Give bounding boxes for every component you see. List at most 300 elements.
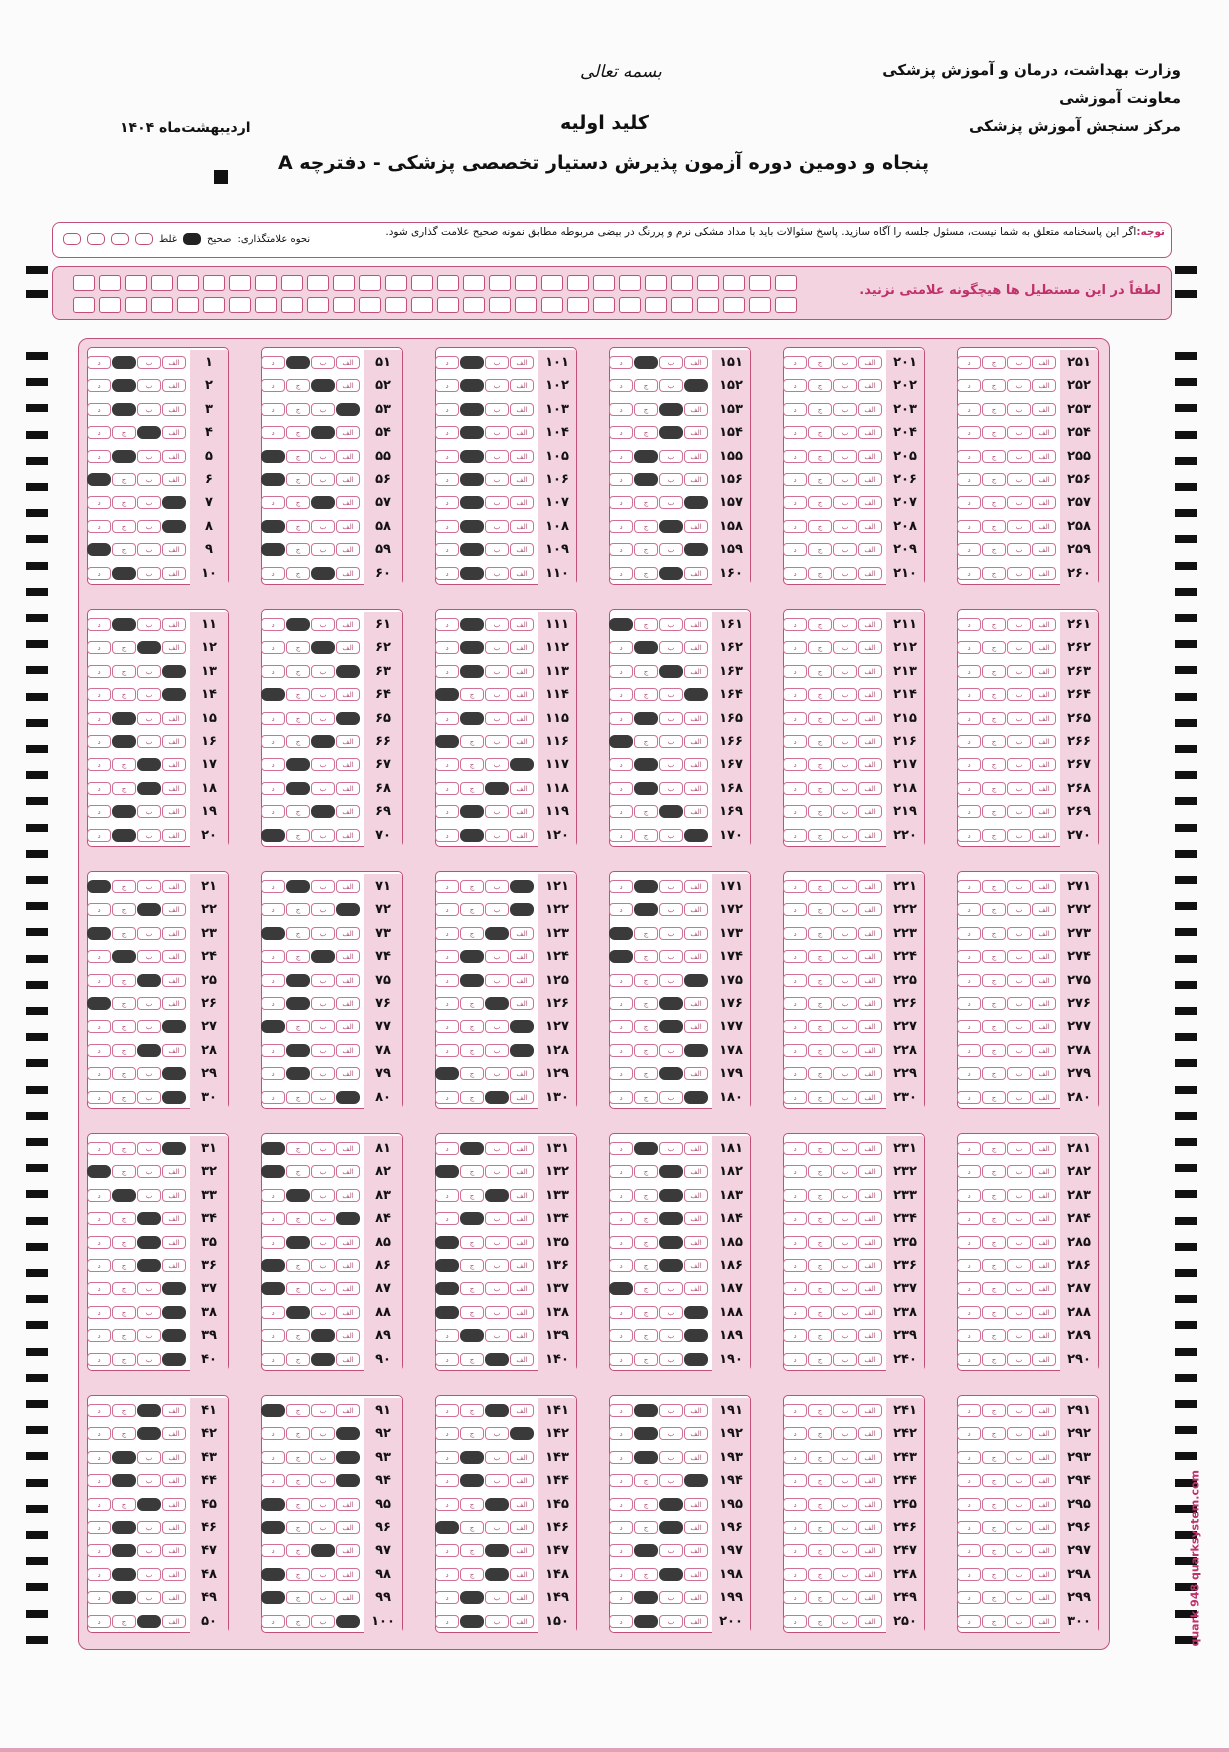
answer-bubble[interactable]: ج: [286, 829, 310, 842]
answer-bubble[interactable]: [659, 1498, 683, 1511]
answer-bubble[interactable]: ب: [1007, 1427, 1031, 1440]
answer-bubble[interactable]: ب: [659, 1427, 683, 1440]
answer-bubble[interactable]: ب: [1007, 782, 1031, 795]
answer-bubble[interactable]: الف: [1032, 1189, 1056, 1202]
answer-bubble[interactable]: د: [435, 641, 459, 654]
answer-bubble[interactable]: [659, 1020, 683, 1033]
answer-bubble[interactable]: د: [783, 1498, 807, 1511]
answer-bubble[interactable]: ج: [634, 618, 658, 631]
answer-bubble[interactable]: الف: [684, 1615, 708, 1628]
answer-bubble[interactable]: د: [609, 1067, 633, 1080]
answer-bubble[interactable]: د: [609, 805, 633, 818]
answer-bubble[interactable]: ج: [286, 641, 310, 654]
answer-bubble[interactable]: [336, 1474, 360, 1487]
answer-bubble[interactable]: الف: [336, 950, 360, 963]
answer-bubble[interactable]: [634, 473, 658, 486]
answer-bubble[interactable]: الف: [858, 450, 882, 463]
answer-bubble[interactable]: [609, 735, 633, 748]
answer-bubble[interactable]: الف: [162, 1451, 186, 1464]
answer-bubble[interactable]: ب: [659, 356, 683, 369]
answer-bubble[interactable]: ب: [1007, 356, 1031, 369]
answer-bubble[interactable]: [609, 1282, 633, 1295]
answer-bubble[interactable]: ب: [1007, 618, 1031, 631]
answer-bubble[interactable]: ج: [286, 473, 310, 486]
answer-bubble[interactable]: الف: [858, 950, 882, 963]
answer-bubble[interactable]: الف: [162, 379, 186, 392]
answer-bubble[interactable]: د: [435, 379, 459, 392]
answer-bubble[interactable]: د: [957, 1212, 981, 1225]
answer-bubble[interactable]: د: [609, 1091, 633, 1104]
answer-bubble[interactable]: ب: [833, 1259, 857, 1272]
answer-bubble[interactable]: ب: [485, 735, 509, 748]
answer-bubble[interactable]: ب: [833, 1329, 857, 1342]
answer-bubble[interactable]: د: [435, 426, 459, 439]
answer-bubble[interactable]: ب: [485, 1306, 509, 1319]
answer-bubble[interactable]: ج: [634, 1282, 658, 1295]
answer-bubble[interactable]: ب: [311, 1615, 335, 1628]
answer-bubble[interactable]: الف: [336, 1165, 360, 1178]
answer-bubble[interactable]: ب: [1007, 641, 1031, 654]
answer-bubble[interactable]: [634, 1451, 658, 1464]
answer-bubble[interactable]: الف: [510, 1353, 534, 1366]
answer-bubble[interactable]: ب: [659, 1474, 683, 1487]
answer-bubble[interactable]: ج: [112, 758, 136, 771]
answer-bubble[interactable]: ب: [485, 1474, 509, 1487]
answer-bubble[interactable]: ج: [982, 1236, 1006, 1249]
answer-bubble[interactable]: ب: [311, 520, 335, 533]
answer-bubble[interactable]: الف: [858, 1212, 882, 1225]
answer-bubble[interactable]: د: [261, 379, 285, 392]
answer-bubble[interactable]: الف: [162, 1212, 186, 1225]
answer-bubble[interactable]: د: [957, 782, 981, 795]
answer-bubble[interactable]: ب: [833, 880, 857, 893]
answer-bubble[interactable]: ب: [1007, 950, 1031, 963]
answer-bubble[interactable]: ج: [982, 1568, 1006, 1581]
answer-bubble[interactable]: [336, 712, 360, 725]
answer-bubble[interactable]: [162, 1306, 186, 1319]
answer-bubble[interactable]: ب: [833, 520, 857, 533]
answer-bubble[interactable]: د: [87, 1427, 111, 1440]
answer-bubble[interactable]: ب: [833, 618, 857, 631]
answer-bubble[interactable]: د: [957, 927, 981, 940]
answer-bubble[interactable]: د: [957, 1521, 981, 1534]
answer-bubble[interactable]: ج: [808, 997, 832, 1010]
answer-bubble[interactable]: الف: [336, 688, 360, 701]
answer-bubble[interactable]: [137, 1044, 161, 1057]
answer-bubble[interactable]: الف: [162, 356, 186, 369]
answer-bubble[interactable]: ب: [311, 1451, 335, 1464]
answer-bubble[interactable]: د: [435, 665, 459, 678]
answer-bubble[interactable]: ج: [286, 543, 310, 556]
answer-bubble[interactable]: الف: [1032, 829, 1056, 842]
answer-bubble[interactable]: الف: [336, 1189, 360, 1202]
answer-bubble[interactable]: ب: [659, 974, 683, 987]
answer-bubble[interactable]: د: [87, 426, 111, 439]
answer-bubble[interactable]: [460, 496, 484, 509]
answer-bubble[interactable]: د: [87, 1474, 111, 1487]
answer-bubble[interactable]: الف: [510, 1615, 534, 1628]
answer-bubble[interactable]: [311, 1329, 335, 1342]
answer-bubble[interactable]: الف: [858, 805, 882, 818]
answer-bubble[interactable]: ج: [808, 1259, 832, 1272]
answer-bubble[interactable]: الف: [1032, 1091, 1056, 1104]
answer-bubble[interactable]: ج: [112, 1165, 136, 1178]
answer-bubble[interactable]: [634, 782, 658, 795]
answer-bubble[interactable]: ج: [808, 1236, 832, 1249]
answer-bubble[interactable]: [460, 1142, 484, 1155]
answer-bubble[interactable]: ب: [311, 1189, 335, 1202]
answer-bubble[interactable]: الف: [858, 1521, 882, 1534]
answer-bubble[interactable]: [609, 927, 633, 940]
answer-bubble[interactable]: د: [957, 1451, 981, 1464]
answer-bubble[interactable]: د: [783, 403, 807, 416]
answer-bubble[interactable]: [112, 450, 136, 463]
answer-bubble[interactable]: ب: [485, 950, 509, 963]
answer-bubble[interactable]: ج: [808, 543, 832, 556]
answer-bubble[interactable]: [162, 1020, 186, 1033]
answer-bubble[interactable]: ب: [137, 927, 161, 940]
answer-bubble[interactable]: ب: [833, 496, 857, 509]
answer-bubble[interactable]: ب: [311, 1236, 335, 1249]
answer-bubble[interactable]: ب: [311, 758, 335, 771]
answer-bubble[interactable]: د: [783, 1165, 807, 1178]
answer-bubble[interactable]: د: [435, 1091, 459, 1104]
answer-bubble[interactable]: الف: [336, 1404, 360, 1417]
answer-bubble[interactable]: الف: [684, 1451, 708, 1464]
answer-bubble[interactable]: [684, 1044, 708, 1057]
answer-bubble[interactable]: الف: [858, 1306, 882, 1319]
answer-bubble[interactable]: ج: [460, 1044, 484, 1057]
answer-bubble[interactable]: [112, 829, 136, 842]
answer-bubble[interactable]: ج: [808, 496, 832, 509]
answer-bubble[interactable]: ب: [137, 1282, 161, 1295]
answer-bubble[interactable]: [659, 403, 683, 416]
answer-bubble[interactable]: ج: [982, 1165, 1006, 1178]
answer-bubble[interactable]: الف: [684, 880, 708, 893]
answer-bubble[interactable]: الف: [336, 1591, 360, 1604]
answer-bubble[interactable]: الف: [510, 1282, 534, 1295]
answer-bubble[interactable]: الف: [684, 1212, 708, 1225]
answer-bubble[interactable]: د: [609, 829, 633, 842]
answer-bubble[interactable]: [87, 473, 111, 486]
answer-bubble[interactable]: ج: [808, 1427, 832, 1440]
answer-bubble[interactable]: [137, 1427, 161, 1440]
answer-bubble[interactable]: الف: [510, 665, 534, 678]
answer-bubble[interactable]: د: [957, 520, 981, 533]
answer-bubble[interactable]: ج: [808, 903, 832, 916]
answer-bubble[interactable]: [261, 927, 285, 940]
answer-bubble[interactable]: ب: [485, 1427, 509, 1440]
answer-bubble[interactable]: ب: [137, 1544, 161, 1557]
answer-bubble[interactable]: ب: [485, 1451, 509, 1464]
answer-bubble[interactable]: ج: [808, 1498, 832, 1511]
answer-bubble[interactable]: ج: [982, 1329, 1006, 1342]
answer-bubble[interactable]: الف: [1032, 782, 1056, 795]
answer-bubble[interactable]: ج: [982, 403, 1006, 416]
answer-bubble[interactable]: الف: [336, 1306, 360, 1319]
answer-bubble[interactable]: الف: [336, 450, 360, 463]
answer-bubble[interactable]: ب: [485, 1212, 509, 1225]
answer-bubble[interactable]: الف: [162, 927, 186, 940]
answer-bubble[interactable]: [112, 403, 136, 416]
answer-bubble[interactable]: ب: [1007, 1404, 1031, 1417]
answer-bubble[interactable]: الف: [336, 641, 360, 654]
answer-bubble[interactable]: [137, 1212, 161, 1225]
answer-bubble[interactable]: د: [435, 1044, 459, 1057]
answer-bubble[interactable]: الف: [336, 1044, 360, 1057]
answer-bubble[interactable]: الف: [162, 473, 186, 486]
answer-bubble[interactable]: ج: [808, 1353, 832, 1366]
answer-bubble[interactable]: [485, 927, 509, 940]
answer-bubble[interactable]: د: [783, 782, 807, 795]
answer-bubble[interactable]: د: [609, 665, 633, 678]
answer-bubble[interactable]: د: [261, 1306, 285, 1319]
answer-bubble[interactable]: الف: [684, 950, 708, 963]
answer-bubble[interactable]: [261, 1498, 285, 1511]
answer-bubble[interactable]: [659, 805, 683, 818]
answer-bubble[interactable]: د: [783, 426, 807, 439]
answer-bubble[interactable]: الف: [336, 379, 360, 392]
answer-bubble[interactable]: د: [87, 782, 111, 795]
answer-bubble[interactable]: [112, 1474, 136, 1487]
answer-bubble[interactable]: الف: [1032, 356, 1056, 369]
answer-bubble[interactable]: الف: [1032, 950, 1056, 963]
answer-bubble[interactable]: الف: [858, 712, 882, 725]
answer-bubble[interactable]: د: [609, 1020, 633, 1033]
answer-bubble[interactable]: ج: [112, 496, 136, 509]
answer-bubble[interactable]: ج: [982, 688, 1006, 701]
answer-bubble[interactable]: ب: [485, 1615, 509, 1628]
answer-bubble[interactable]: ب: [311, 1067, 335, 1080]
answer-bubble[interactable]: ب: [1007, 1142, 1031, 1155]
answer-bubble[interactable]: ج: [460, 1404, 484, 1417]
answer-bubble[interactable]: د: [435, 712, 459, 725]
answer-bubble[interactable]: ب: [485, 618, 509, 631]
answer-bubble[interactable]: ب: [1007, 665, 1031, 678]
answer-bubble[interactable]: الف: [1032, 567, 1056, 580]
answer-bubble[interactable]: الف: [162, 1498, 186, 1511]
answer-bubble[interactable]: ج: [112, 903, 136, 916]
answer-bubble[interactable]: د: [783, 1568, 807, 1581]
answer-bubble[interactable]: الف: [510, 379, 534, 392]
answer-bubble[interactable]: [162, 665, 186, 678]
answer-bubble[interactable]: ب: [659, 758, 683, 771]
answer-bubble[interactable]: ب: [311, 403, 335, 416]
answer-bubble[interactable]: ج: [460, 880, 484, 893]
answer-bubble[interactable]: ج: [286, 805, 310, 818]
answer-bubble[interactable]: ب: [137, 403, 161, 416]
answer-bubble[interactable]: [162, 1353, 186, 1366]
answer-bubble[interactable]: ج: [460, 1020, 484, 1033]
answer-bubble[interactable]: ب: [137, 1020, 161, 1033]
answer-bubble[interactable]: ب: [833, 450, 857, 463]
answer-bubble[interactable]: ب: [311, 974, 335, 987]
answer-bubble[interactable]: ب: [833, 1353, 857, 1366]
answer-bubble[interactable]: ج: [634, 1568, 658, 1581]
answer-bubble[interactable]: [137, 1498, 161, 1511]
answer-bubble[interactable]: ب: [1007, 450, 1031, 463]
answer-bubble[interactable]: الف: [858, 688, 882, 701]
answer-bubble[interactable]: د: [957, 1142, 981, 1155]
answer-bubble[interactable]: الف: [684, 1236, 708, 1249]
answer-bubble[interactable]: د: [87, 688, 111, 701]
answer-bubble[interactable]: ب: [485, 473, 509, 486]
answer-bubble[interactable]: ب: [833, 712, 857, 725]
answer-bubble[interactable]: ج: [112, 543, 136, 556]
answer-bubble[interactable]: ب: [137, 473, 161, 486]
answer-bubble[interactable]: ب: [1007, 1236, 1031, 1249]
answer-bubble[interactable]: الف: [162, 1044, 186, 1057]
answer-bubble[interactable]: الف: [162, 450, 186, 463]
answer-bubble[interactable]: ج: [112, 1329, 136, 1342]
answer-bubble[interactable]: د: [783, 665, 807, 678]
answer-bubble[interactable]: الف: [510, 450, 534, 463]
answer-bubble[interactable]: [261, 688, 285, 701]
answer-bubble[interactable]: [261, 1521, 285, 1534]
answer-bubble[interactable]: [460, 1329, 484, 1342]
answer-bubble[interactable]: ب: [833, 1498, 857, 1511]
answer-bubble[interactable]: الف: [510, 1212, 534, 1225]
answer-bubble[interactable]: الف: [162, 1474, 186, 1487]
answer-bubble[interactable]: [311, 641, 335, 654]
answer-bubble[interactable]: ج: [982, 379, 1006, 392]
answer-bubble[interactable]: [634, 1142, 658, 1155]
answer-bubble[interactable]: [286, 880, 310, 893]
answer-bubble[interactable]: الف: [510, 1142, 534, 1155]
answer-bubble[interactable]: [510, 1044, 534, 1057]
answer-bubble[interactable]: الف: [1032, 520, 1056, 533]
answer-bubble[interactable]: الف: [1032, 1521, 1056, 1534]
answer-bubble[interactable]: [336, 665, 360, 678]
answer-bubble[interactable]: ج: [808, 1212, 832, 1225]
answer-bubble[interactable]: الف: [858, 520, 882, 533]
answer-bubble[interactable]: ب: [1007, 974, 1031, 987]
answer-bubble[interactable]: الف: [510, 735, 534, 748]
answer-bubble[interactable]: ج: [460, 1165, 484, 1178]
answer-bubble[interactable]: ب: [833, 641, 857, 654]
answer-bubble[interactable]: ب: [485, 426, 509, 439]
answer-bubble[interactable]: ب: [311, 880, 335, 893]
answer-bubble[interactable]: ب: [485, 974, 509, 987]
answer-bubble[interactable]: د: [783, 1020, 807, 1033]
answer-bubble[interactable]: الف: [336, 356, 360, 369]
answer-bubble[interactable]: ج: [808, 805, 832, 818]
answer-bubble[interactable]: ب: [1007, 688, 1031, 701]
answer-bubble[interactable]: الف: [336, 974, 360, 987]
answer-bubble[interactable]: د: [957, 1044, 981, 1057]
answer-bubble[interactable]: ب: [833, 1306, 857, 1319]
answer-bubble[interactable]: الف: [858, 1498, 882, 1511]
answer-bubble[interactable]: د: [783, 379, 807, 392]
answer-bubble[interactable]: ب: [1007, 1474, 1031, 1487]
answer-bubble[interactable]: الف: [510, 1165, 534, 1178]
answer-bubble[interactable]: الف: [162, 1236, 186, 1249]
answer-bubble[interactable]: ب: [137, 496, 161, 509]
answer-bubble[interactable]: [87, 997, 111, 1010]
answer-bubble[interactable]: الف: [858, 1353, 882, 1366]
answer-bubble[interactable]: د: [783, 1591, 807, 1604]
answer-bubble[interactable]: الف: [858, 426, 882, 439]
answer-bubble[interactable]: [137, 641, 161, 654]
answer-bubble[interactable]: ب: [485, 567, 509, 580]
answer-bubble[interactable]: الف: [510, 1474, 534, 1487]
answer-bubble[interactable]: د: [957, 1568, 981, 1581]
answer-bubble[interactable]: ب: [659, 543, 683, 556]
answer-bubble[interactable]: د: [957, 1306, 981, 1319]
answer-bubble[interactable]: د: [609, 997, 633, 1010]
answer-bubble[interactable]: د: [609, 1544, 633, 1557]
answer-bubble[interactable]: [460, 473, 484, 486]
answer-bubble[interactable]: الف: [510, 1306, 534, 1319]
answer-bubble[interactable]: الف: [1032, 1568, 1056, 1581]
answer-bubble[interactable]: ب: [1007, 1282, 1031, 1295]
answer-bubble[interactable]: ب: [485, 903, 509, 916]
answer-bubble[interactable]: ج: [634, 1189, 658, 1202]
answer-bubble[interactable]: الف: [858, 1451, 882, 1464]
answer-bubble[interactable]: الف: [684, 1427, 708, 1440]
answer-bubble[interactable]: ج: [460, 688, 484, 701]
answer-bubble[interactable]: ج: [982, 927, 1006, 940]
answer-bubble[interactable]: [460, 1451, 484, 1464]
answer-bubble[interactable]: د: [957, 641, 981, 654]
answer-bubble[interactable]: [634, 450, 658, 463]
answer-bubble[interactable]: ب: [485, 688, 509, 701]
answer-bubble[interactable]: الف: [1032, 1474, 1056, 1487]
answer-bubble[interactable]: ب: [485, 543, 509, 556]
answer-bubble[interactable]: ب: [137, 880, 161, 893]
answer-bubble[interactable]: الف: [684, 426, 708, 439]
answer-bubble[interactable]: الف: [162, 1189, 186, 1202]
answer-bubble[interactable]: د: [435, 1544, 459, 1557]
answer-bubble[interactable]: ب: [311, 1020, 335, 1033]
answer-bubble[interactable]: ب: [1007, 903, 1031, 916]
answer-bubble[interactable]: ج: [286, 1282, 310, 1295]
answer-bubble[interactable]: د: [783, 520, 807, 533]
answer-bubble[interactable]: [311, 1353, 335, 1366]
answer-bubble[interactable]: د: [609, 450, 633, 463]
answer-bubble[interactable]: [311, 567, 335, 580]
answer-bubble[interactable]: [137, 1404, 161, 1417]
answer-bubble[interactable]: ج: [634, 735, 658, 748]
answer-bubble[interactable]: د: [609, 1451, 633, 1464]
answer-bubble[interactable]: ب: [659, 1591, 683, 1604]
answer-bubble[interactable]: ج: [634, 829, 658, 842]
answer-bubble[interactable]: د: [783, 927, 807, 940]
answer-bubble[interactable]: ج: [112, 927, 136, 940]
answer-bubble[interactable]: [112, 1521, 136, 1534]
answer-bubble[interactable]: د: [435, 1142, 459, 1155]
answer-bubble[interactable]: د: [87, 1521, 111, 1534]
answer-bubble[interactable]: ج: [460, 1353, 484, 1366]
answer-bubble[interactable]: د: [609, 1329, 633, 1342]
answer-bubble[interactable]: الف: [336, 1020, 360, 1033]
answer-bubble[interactable]: د: [957, 379, 981, 392]
answer-bubble[interactable]: د: [957, 1353, 981, 1366]
answer-bubble[interactable]: [87, 1165, 111, 1178]
answer-bubble[interactable]: [286, 1236, 310, 1249]
answer-bubble[interactable]: الف: [510, 618, 534, 631]
answer-bubble[interactable]: الف: [684, 1259, 708, 1272]
answer-bubble[interactable]: د: [87, 567, 111, 580]
answer-bubble[interactable]: ج: [286, 712, 310, 725]
answer-bubble[interactable]: [137, 1236, 161, 1249]
answer-bubble[interactable]: ب: [1007, 1091, 1031, 1104]
answer-bubble[interactable]: ج: [112, 1259, 136, 1272]
answer-bubble[interactable]: د: [783, 1427, 807, 1440]
answer-bubble[interactable]: الف: [336, 1282, 360, 1295]
answer-bubble[interactable]: ب: [659, 450, 683, 463]
answer-bubble[interactable]: ج: [982, 1544, 1006, 1557]
